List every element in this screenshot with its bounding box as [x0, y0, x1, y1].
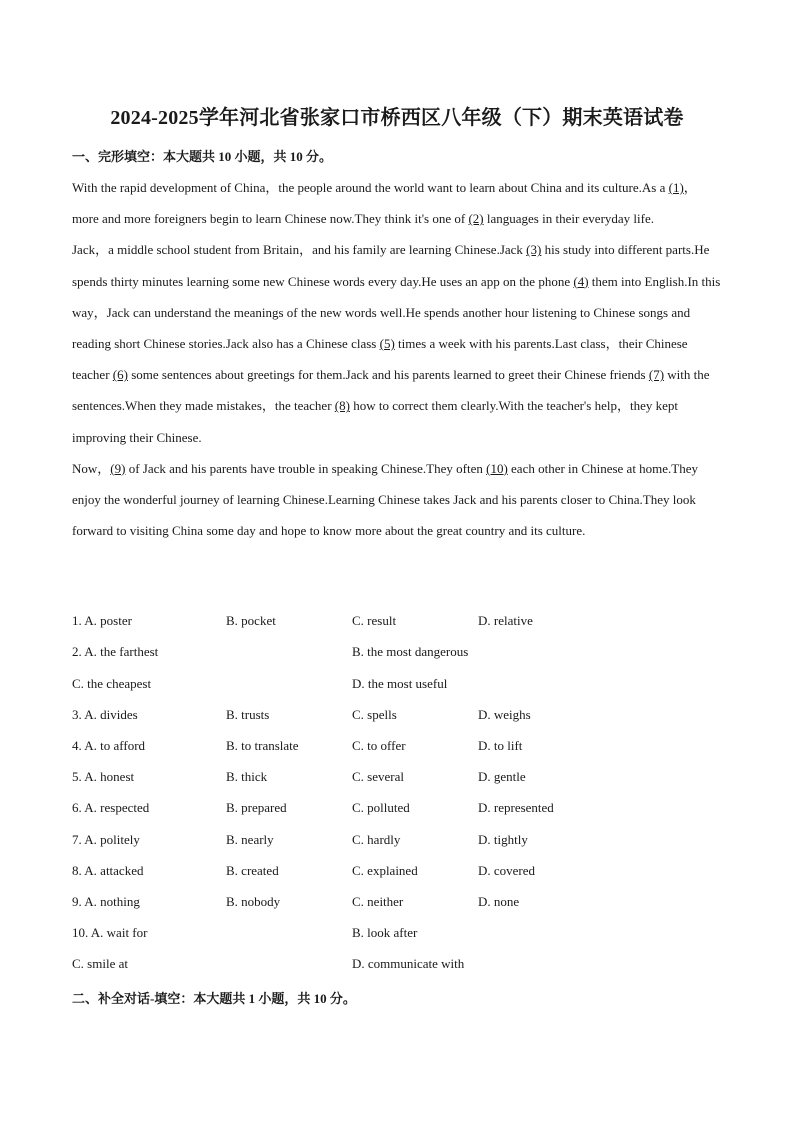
- option-c: C. polluted: [352, 800, 410, 815]
- question-2-cont: [72, 676, 722, 696]
- option-a: 9. A. nothing: [72, 894, 140, 909]
- option-c: C. smile at: [72, 956, 128, 971]
- passage-text: languages in their everyday life.: [483, 211, 655, 227]
- option-d: D. relative: [478, 613, 533, 628]
- blank-3: (3): [526, 242, 542, 258]
- option-a: 1. A. poster: [72, 613, 132, 628]
- option-d: D. to lift: [478, 738, 523, 753]
- question-4: [72, 738, 722, 758]
- passage-text: some sentences about greetings for them.Jack and his parents learned to greet their Chinese friends: [127, 367, 649, 383]
- option-d: D. the most useful: [352, 676, 448, 691]
- option-a: 8. A. attacked: [72, 863, 144, 878]
- passage-paragraph: [72, 172, 722, 234]
- passage-text: each other in Chinese at home.They enjoy the wonderful journey of learning Chinese.Learning Chinese takes Jack and his parents closer to China.They look forward to visiting China some day and hope to know more about the great country and its culture.: [72, 460, 699, 539]
- question-3: [72, 707, 722, 727]
- option-d: D. communicate with: [352, 956, 465, 971]
- blank-2: (2): [468, 211, 484, 227]
- option-c: C. explained: [352, 863, 418, 878]
- passage-text: them into English.In this way，Jack can understand the meanings of the new words well.He spends another hour listening to Chinese songs and reading short Chinese stories.Jack also has a Chinese class: [72, 273, 721, 352]
- option-d: D. gentle: [478, 769, 526, 784]
- option-c: C. several: [352, 769, 404, 784]
- blank-5: (5): [379, 336, 395, 352]
- question-10: [72, 925, 722, 945]
- blank-10: (10): [486, 460, 508, 476]
- question-6: [72, 800, 722, 820]
- option-c: C. hardly: [352, 832, 401, 847]
- option-c: C. result: [352, 613, 397, 628]
- passage-text: times a week with his parents.Last class，their Chinese teacher: [72, 336, 688, 383]
- option-b: B. to translate: [226, 738, 299, 753]
- option-c: C. neither: [352, 894, 404, 909]
- cloze-passage: [72, 172, 722, 546]
- option-b: B. thick: [226, 769, 268, 784]
- option-c: C. to offer: [352, 738, 406, 753]
- option-b: B. look after: [352, 925, 418, 940]
- option-a: 6. A. respected: [72, 800, 150, 815]
- question-10-cont: [72, 956, 722, 976]
- option-b: B. created: [226, 863, 279, 878]
- passage-text: Now，: [72, 460, 111, 476]
- option-b: B. nobody: [226, 894, 281, 909]
- passage-paragraph: [72, 234, 722, 452]
- option-b: B. trusts: [226, 707, 270, 722]
- option-a: 3. A. divides: [72, 707, 138, 722]
- passage-text: his study into different parts.He spends thirty minutes learning some new Chinese words every day.He uses an app on the phone: [72, 242, 710, 289]
- passage-text: with the sentences.When they made mistakes，the teacher: [72, 367, 710, 414]
- passage-text: of Jack and his parents have trouble in speaking Chinese.They often: [125, 460, 487, 476]
- question-7: [72, 832, 722, 852]
- page-title: 2024-2025学年河北省张家口市桥西区八年级（下）期末英语试卷: [110, 107, 684, 129]
- option-a: 10. A. wait for: [72, 925, 148, 940]
- blank-7: (7): [648, 367, 665, 383]
- blank-8: (8): [334, 398, 350, 414]
- passage-text: ，more and more foreigners begin to learn Chinese now.They think it's one of: [72, 180, 697, 227]
- passage-paragraph: [72, 453, 722, 547]
- option-a: 4. A. to afford: [72, 738, 146, 753]
- section-heading-cloze: 一、完形填空：本大题共 10 小题，共 10 分。: [72, 149, 333, 164]
- question-2: [72, 644, 722, 664]
- passage-text: how to correct them clearly.With the teacher's help，they kept improving their Chinese.: [72, 398, 678, 445]
- option-d: D. covered: [478, 863, 536, 878]
- option-c: C. spells: [352, 707, 397, 722]
- option-d: D. none: [478, 894, 520, 909]
- option-c: C. the cheapest: [72, 676, 152, 691]
- question-8: [72, 863, 722, 883]
- option-a: 5. A. honest: [72, 769, 135, 784]
- question-1: [72, 613, 722, 633]
- blank-6: (6): [112, 367, 128, 383]
- blank-1: (1): [668, 180, 684, 195]
- option-b: B. pocket: [226, 613, 276, 628]
- option-d: D. tightly: [478, 832, 528, 847]
- section-heading-dialogue: 二、补全对话-填空：本大题共 1 小题，共 10 分。: [72, 991, 356, 1006]
- blank-9: (9): [110, 460, 126, 476]
- option-a: 2. A. the farthest: [72, 644, 159, 659]
- option-b: B. nearly: [226, 832, 274, 847]
- passage-text: With the rapid development of China，the people around the world want to learn about China and its culture.As a: [72, 180, 669, 195]
- blank-4: (4): [573, 273, 589, 289]
- option-b: B. the most dangerous: [352, 644, 469, 659]
- option-b: B. prepared: [226, 800, 287, 815]
- option-d: D. weighs: [478, 707, 531, 722]
- question-5: [72, 769, 722, 789]
- option-a: 7. A. politely: [72, 832, 140, 847]
- passage-text: Jack，a middle school student from Britain，and his family are learning Chinese.Jack: [72, 242, 527, 258]
- option-d: D. represented: [478, 800, 554, 815]
- question-9: [72, 894, 722, 914]
